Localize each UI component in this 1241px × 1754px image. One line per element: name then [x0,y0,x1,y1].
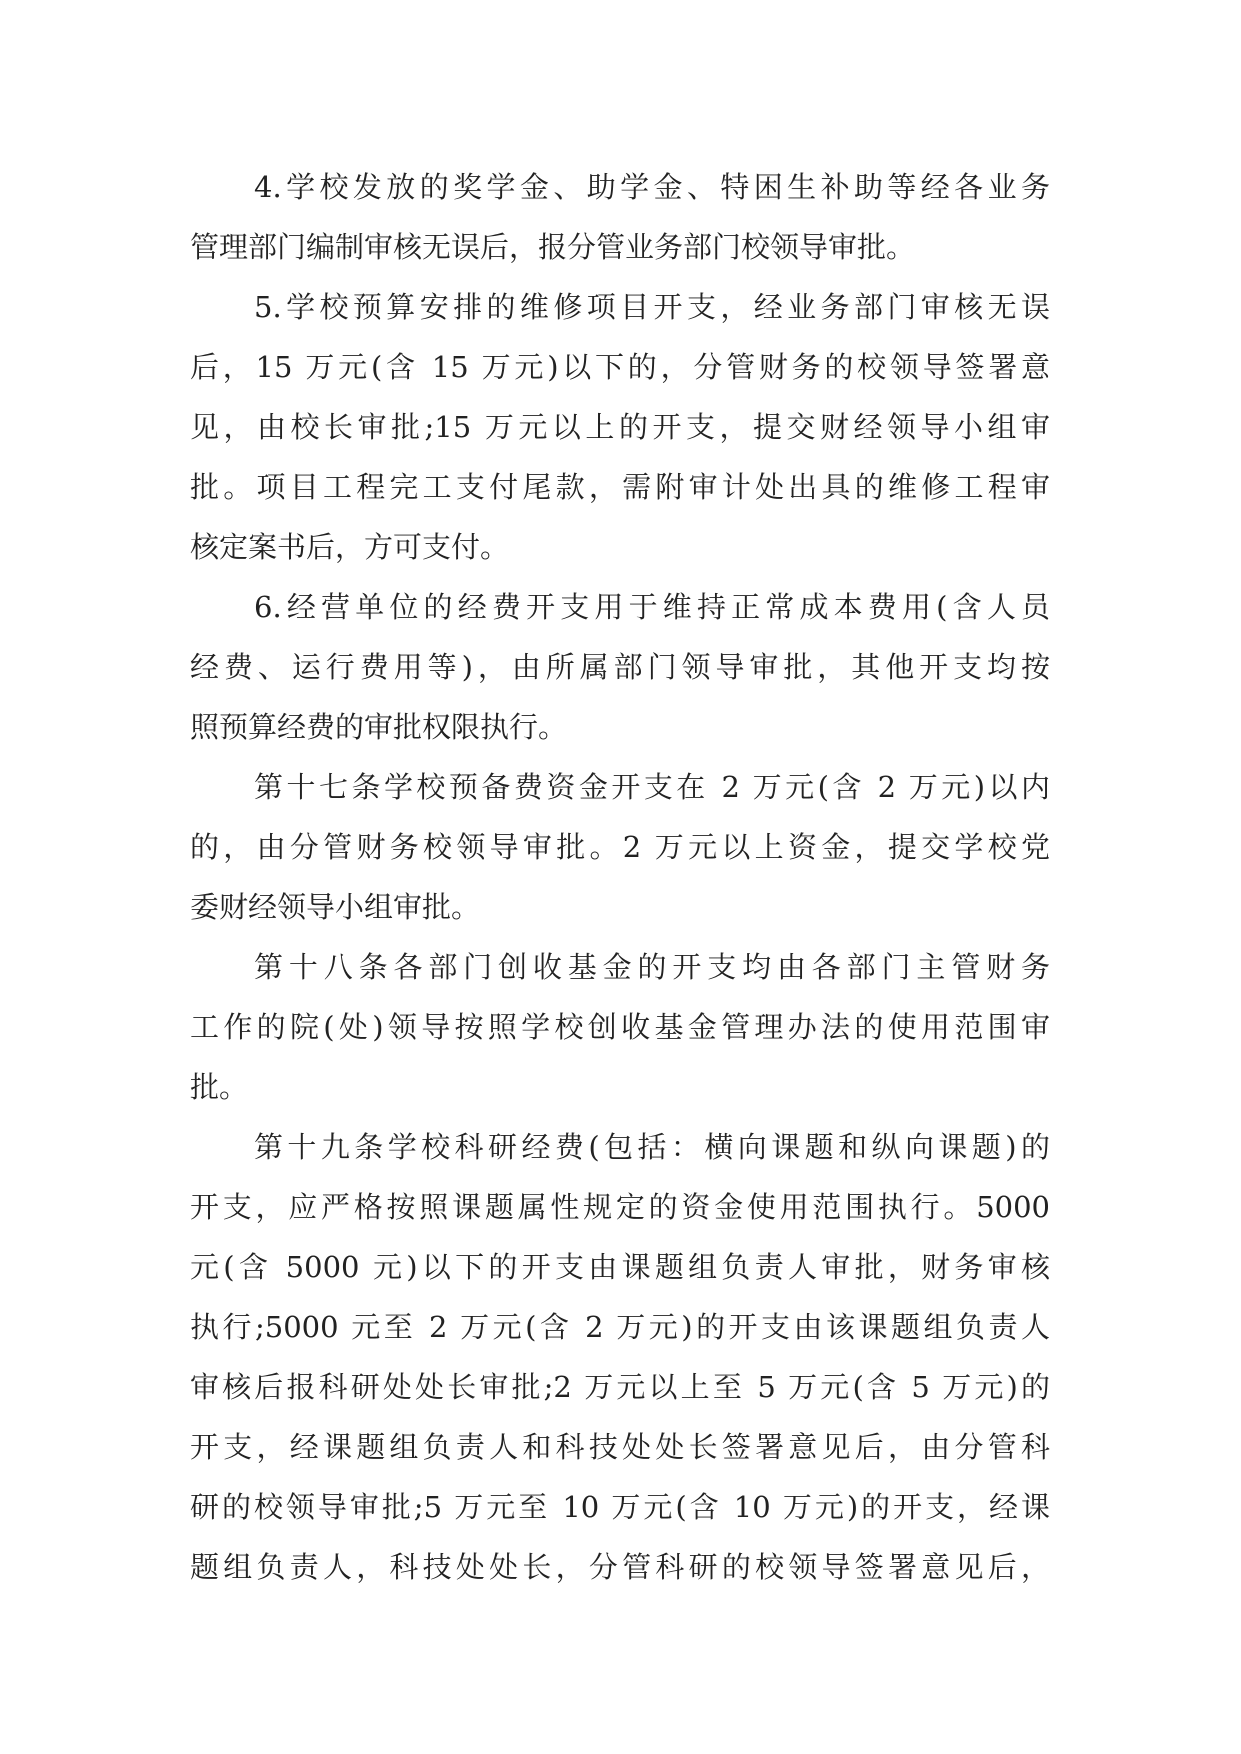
text-line: 见，由校长审批;15 万元以上的开支，提交财经领导小组审 [190,410,1050,444]
text-line: 工作的院(处)领导按照学校创收基金管理办法的使用范围审 [190,1010,1050,1044]
text-line: 第十七条学校预备费资金开支在 2 万元(含 2 万元)以内 [254,770,1050,804]
text-line: 6.经营单位的经费开支用于维持正常成本费用(含人员 [254,590,1050,624]
text-line: 4.学校发放的奖学金、助学金、特困生补助等经各业务 [254,170,1050,204]
text-line: 经费、运行费用等)，由所属部门领导审批，其他开支均按 [190,650,1050,684]
paragraph-item-5 [190,277,1050,577]
text-line: 批。项目工程完工支付尾款，需附审计处出具的维修工程审 [190,470,1050,504]
text-line: 开支，应严格按照课题属性规定的资金使用范围执行。5000 [190,1190,1050,1224]
paragraph-item-4 [190,157,1050,277]
paragraph-item-6 [190,577,1050,757]
text-line: 照预算经费的审批权限执行。 [190,710,568,744]
text-line: 题组负责人，科技处处长，分管科研的校领导签署意见后， [190,1550,1050,1584]
paragraph-article-17 [190,757,1050,937]
text-line: 研的校领导审批;5 万元至 10 万元(含 10 万元)的开支，经课 [190,1490,1050,1524]
paragraph-article-19 [190,1117,1050,1597]
paragraph-article-18 [190,937,1050,1117]
text-line: 核定案书后，方可支付。 [190,530,510,564]
text-line: 管理部门编制审核无误后，报分管业务部门校领导审批。 [190,230,916,264]
text-line: 元(含 5000 元)以下的开支由课题组负责人审批，财务审核 [190,1250,1050,1284]
text-line: 的，由分管财务校领导审批。2 万元以上资金，提交学校党 [190,830,1050,864]
text-line: 开支，经课题组负责人和科技处处长签署意见后，由分管科 [190,1430,1050,1464]
text-line: 第十九条学校科研经费(包括：横向课题和纵向课题)的 [254,1130,1050,1164]
text-line: 委财经领导小组审批。 [190,890,481,924]
text-line: 5.学校预算安排的维修项目开支，经业务部门审核无误 [254,290,1050,324]
text-line: 审核后报科研处处长审批;2 万元以上至 5 万元(含 5 万元)的 [190,1370,1050,1404]
document-body [190,157,1050,1597]
text-line: 批。 [190,1070,249,1104]
text-line: 后，15 万元(含 15 万元)以下的，分管财务的校领导签署意 [190,350,1050,384]
text-line: 第十八条各部门创收基金的开支均由各部门主管财务 [254,950,1050,984]
text-line: 执行;5000 元至 2 万元(含 2 万元)的开支由该课题组负责人 [190,1310,1050,1344]
